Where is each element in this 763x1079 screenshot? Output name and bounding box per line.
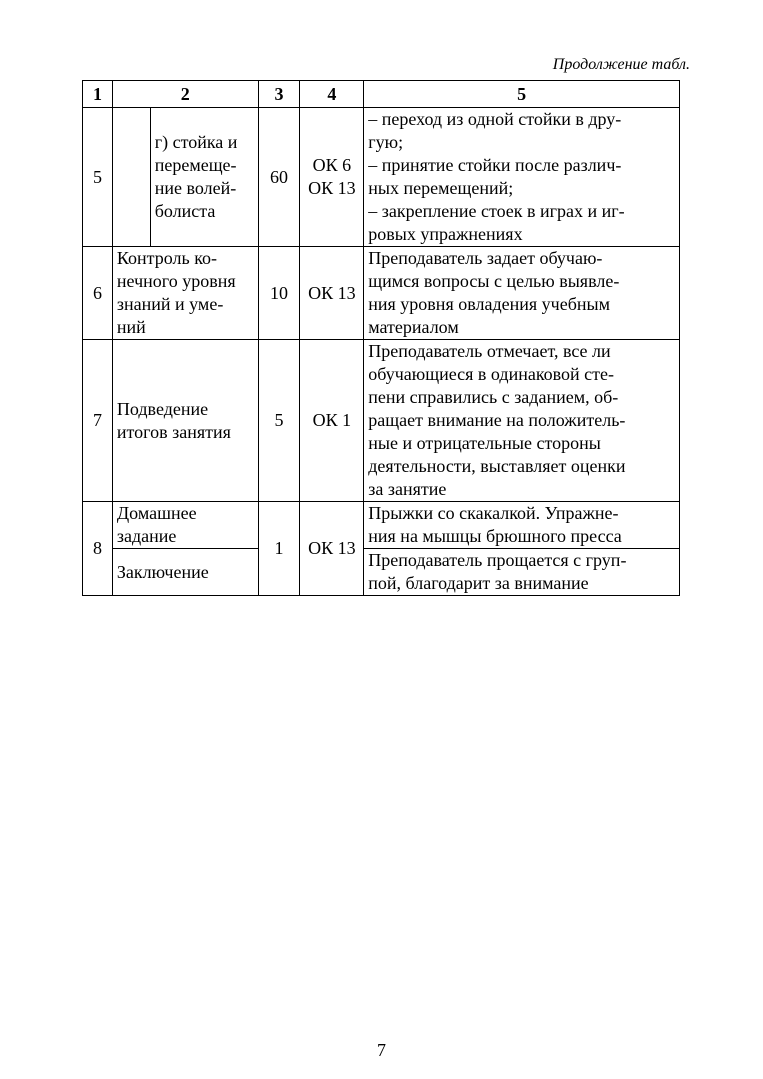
table-row [83,549,680,596]
competency-code: ОК 6 [312,155,352,175]
text-line: гую; [368,132,404,152]
text-line: Подведение [116,398,209,419]
table-header-row [83,81,680,108]
text-line: болиста [154,201,216,221]
stage-name [112,549,258,596]
table-continuation-label: Продолжение табл. [552,56,690,73]
text-line: ных перемещений; [368,178,514,198]
column-header: 4 [300,81,364,108]
competency-code: ОК 1 [312,410,352,430]
text-line: Преподаватель задает обучаю- [368,248,603,268]
text-line: ния на мышцы брюшного пресса [368,526,622,546]
table-row [83,502,680,549]
text-line: ние волей- [154,178,237,198]
text-line: перемеще- [154,155,237,175]
column-header: 2 [112,81,258,108]
duration: 5 [258,340,300,502]
text-line: деятельности, выставляет оценки [368,456,626,476]
competencies [300,340,364,502]
duration: 60 [258,108,300,247]
text-line: Преподаватель отмечает, все ли [368,341,611,361]
competency-code: ОК 13 [308,282,356,303]
stage-content [364,340,680,502]
empty-subcell [112,108,150,247]
text-line: задание [116,526,177,546]
page-number: 7 [377,1040,386,1060]
competencies [300,247,364,340]
text-line: Домашнее [116,503,197,523]
duration: 10 [258,247,300,340]
text-line: – переход из одной стойки в дру- [368,109,622,129]
column-header: 1 [83,81,113,108]
competency-code: ОК 13 [308,178,356,198]
row-number: 5 [83,108,113,247]
stage-name [150,108,258,247]
text-line: за занятие [368,479,447,499]
stage-content [364,502,680,549]
text-line: ний [116,317,146,337]
competencies [300,502,364,596]
text-line: Прыжки со скакалкой. Упражне- [368,503,619,523]
text-line: щимся вопросы с целью выявле- [368,271,620,291]
text-line: материалом [368,317,459,337]
stage-name [112,502,258,549]
lesson-plan-table [82,80,680,596]
stage-content [364,247,680,340]
competency-code: ОК 13 [308,538,356,558]
text-line: обучающиеся в одинаковой сте- [368,364,614,384]
text-line: Контроль ко- [116,248,218,268]
row-number: 7 [83,340,113,502]
text-line: знаний и уме- [116,294,224,314]
table-row [83,247,680,340]
text-line: г) стойка и [154,132,238,152]
stage-name [112,247,258,340]
column-header: 3 [258,81,300,108]
column-header: 5 [364,81,680,108]
table-row [83,340,680,502]
text-line: Заключение [116,561,209,582]
text-line: – закрепление стоек в играх и иг- [368,201,625,221]
text-line: ные и отрицательные стороны [368,433,601,453]
table-row [83,108,680,247]
text-line: ращает внимание на положитель- [368,410,626,430]
text-line: Преподаватель прощается с груп- [368,550,627,570]
stage-name [112,340,258,502]
stage-content [364,549,680,596]
stage-content [364,108,680,247]
text-line: пени справились с заданием, об- [368,387,619,407]
row-number: 6 [83,247,113,340]
text-line: ния уровня овладения учебным [368,294,610,314]
text-line: нечного уровня [116,271,236,291]
text-line: ровых упражнениях [368,224,523,244]
text-line: итогов занятия [116,421,231,442]
row-number: 8 [83,502,113,596]
text-line: – принятие стойки после различ- [368,155,622,175]
text-line: пой, благодарит за внимание [368,573,589,593]
duration: 1 [258,502,300,596]
competencies [300,108,364,247]
